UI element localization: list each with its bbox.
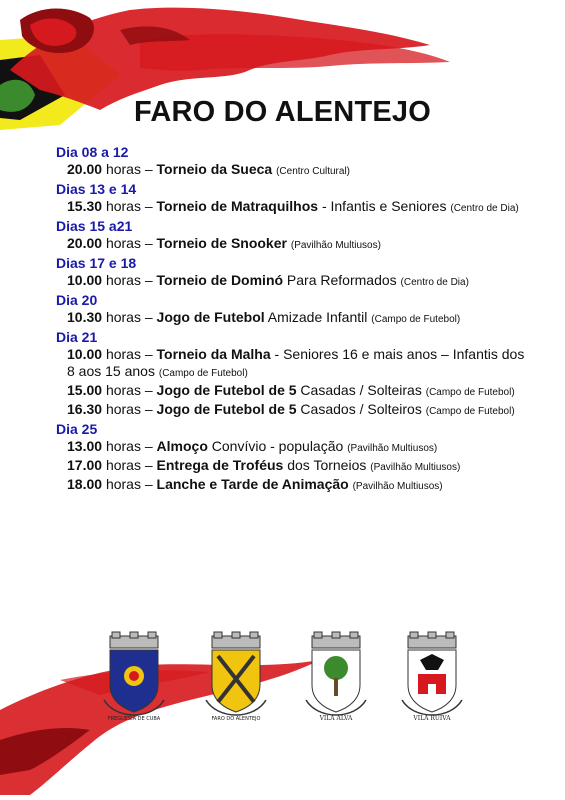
event-hours-label: horas – xyxy=(105,346,153,362)
day-heading: Dias 13 e 14 xyxy=(56,181,137,197)
event-hours-label: horas – xyxy=(105,235,153,251)
event-name: Almoço xyxy=(156,438,208,454)
event-item xyxy=(67,235,526,254)
event-time: 16.30 xyxy=(67,401,103,417)
event-location: (Centro de Dia) xyxy=(400,277,469,288)
event-details: - Seniores 16 e mais anos – Infantis dos 8 aos 15 anos xyxy=(67,346,525,379)
event-item xyxy=(67,438,526,457)
crest-label: VILA ALVA xyxy=(319,715,353,722)
event-time: 15.30 xyxy=(67,198,103,214)
event-time: 20.00 xyxy=(67,235,103,251)
event-name: Torneio de Dominó xyxy=(156,272,284,288)
event-location: (Pavilhão Multiusos) xyxy=(290,240,381,251)
event-location: (Pavilhão Multiusos) xyxy=(370,462,461,473)
event-time: 10.30 xyxy=(67,309,103,325)
event-time: 13.00 xyxy=(67,438,103,454)
event-item xyxy=(67,198,526,217)
event-schedule xyxy=(56,143,526,495)
event-time: 17.00 xyxy=(67,457,103,473)
event-name: Entrega de Troféus xyxy=(156,457,284,473)
event-time: 15.00 xyxy=(67,382,103,398)
event-time: 10.00 xyxy=(67,346,103,362)
event-location: (Centro Cultural) xyxy=(276,166,351,177)
event-details: - Infantis e Seniores xyxy=(318,198,447,214)
event-hours-label: horas – xyxy=(105,476,153,492)
crest-label: FREGUESIA DE CUBA xyxy=(107,716,161,722)
event-time: 18.00 xyxy=(67,476,103,492)
event-hours-label: horas – xyxy=(105,438,153,454)
event-time: 10.00 xyxy=(67,272,103,288)
event-hours-label: horas – xyxy=(105,382,153,398)
event-hours-label: horas – xyxy=(105,272,153,288)
day-heading: Dia 21 xyxy=(56,329,98,345)
sun-crest-icon xyxy=(98,630,170,722)
day-heading: Dias 15 a21 xyxy=(56,218,133,234)
event-item xyxy=(67,401,526,420)
event-item xyxy=(67,476,526,495)
event-item xyxy=(67,346,526,382)
crest-label: FARO DO ALENTEJO xyxy=(211,716,261,722)
event-hours-label: horas – xyxy=(105,457,153,473)
event-hours-label: horas – xyxy=(105,161,153,177)
event-name: Torneio de Matraquilhos xyxy=(156,198,319,214)
event-location: (Campo de Futebol) xyxy=(371,314,461,325)
event-location: (Pavilhão Multiusos) xyxy=(347,443,438,454)
event-time: 20.00 xyxy=(67,161,103,177)
parish-crests xyxy=(0,630,565,730)
event-location: (Campo de Futebol) xyxy=(425,406,515,417)
event-details: Para Reformados xyxy=(283,272,401,288)
event-name: Jogo de Futebol de 5 xyxy=(156,382,297,398)
event-item xyxy=(67,309,526,328)
event-item xyxy=(67,161,526,180)
event-location: (Centro de Dia) xyxy=(450,203,519,214)
event-item xyxy=(67,457,526,476)
event-name: Torneio da Malha xyxy=(156,346,271,362)
event-location: (Campo de Futebol) xyxy=(158,368,248,379)
day-heading: Dia 25 xyxy=(56,421,98,437)
crossed-poles-crest-icon xyxy=(200,630,272,722)
day-heading: Dia 08 a 12 xyxy=(56,144,129,160)
poster-title: FARO DO ALENTEJO xyxy=(134,96,431,128)
event-details: Convívio - população xyxy=(207,438,344,454)
event-location: (Campo de Futebol) xyxy=(425,387,515,398)
event-name: Lanche e Tarde de Animação xyxy=(156,476,349,492)
crest-label: VILA RUIVA xyxy=(413,715,451,722)
tree-crest-icon xyxy=(300,630,372,722)
event-hours-label: horas – xyxy=(105,309,153,325)
event-details: dos Torneios xyxy=(283,457,367,473)
day-heading: Dia 20 xyxy=(56,292,98,308)
event-name: Torneio de Snooker xyxy=(156,235,287,251)
event-details: Amizade Infantil xyxy=(264,309,368,325)
event-name: Torneio da Sueca xyxy=(156,161,273,177)
event-name: Jogo de Futebol xyxy=(156,309,265,325)
event-item xyxy=(67,272,526,291)
event-hours-label: horas – xyxy=(105,401,153,417)
day-heading: Dias 17 e 18 xyxy=(56,255,137,271)
event-name: Jogo de Futebol de 5 xyxy=(156,401,297,417)
event-location: (Pavilhão Multiusos) xyxy=(352,481,443,492)
event-details: Casados / Solteiros xyxy=(296,401,422,417)
event-hours-label: horas – xyxy=(105,198,153,214)
eagle-castle-crest-icon xyxy=(396,630,468,722)
event-item xyxy=(67,382,526,401)
event-details: Casadas / Solteiras xyxy=(296,382,422,398)
